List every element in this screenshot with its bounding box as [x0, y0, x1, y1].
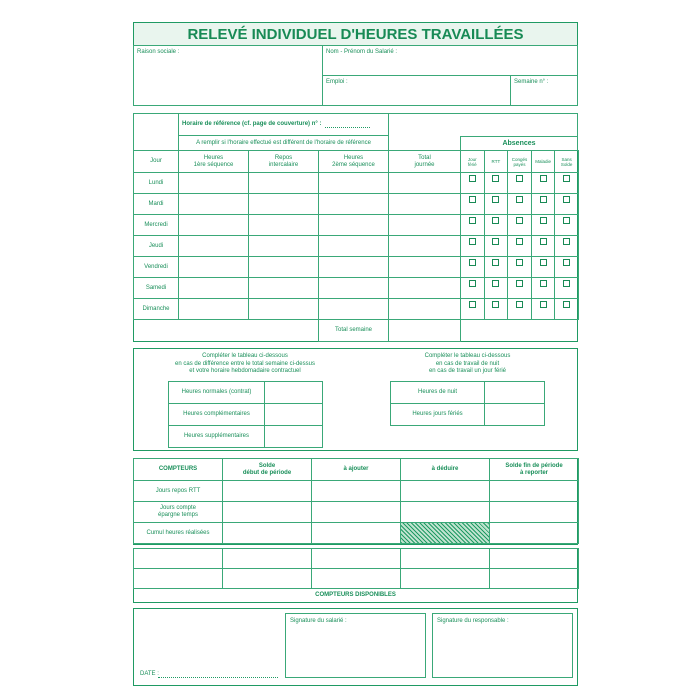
hours-cell[interactable] — [178, 235, 249, 257]
absence-header-2: Congés payés — [507, 150, 532, 173]
checkbox[interactable] — [540, 217, 547, 224]
absence-header-0: Jour férié — [460, 150, 485, 173]
checkbox[interactable] — [563, 196, 570, 203]
compteurs-header-0: COMPTEURS — [133, 458, 223, 481]
hours-cell[interactable] — [248, 277, 319, 299]
hours-cell[interactable] — [248, 298, 319, 320]
total-semaine-cell[interactable] — [388, 319, 461, 342]
signature-salarie-box[interactable] — [285, 613, 426, 678]
disponible-cell[interactable] — [311, 548, 401, 569]
absence-cell[interactable] — [507, 214, 532, 236]
hatched-cell — [400, 522, 490, 544]
absence-cell[interactable] — [507, 277, 532, 299]
compteurs-cell[interactable] — [400, 480, 490, 502]
compteurs-cell[interactable] — [311, 480, 401, 502]
checkbox[interactable] — [563, 238, 570, 245]
absence-cell[interactable] — [554, 193, 579, 215]
compteurs-cell[interactable] — [489, 480, 579, 502]
checkbox[interactable] — [492, 301, 499, 308]
hours-cell[interactable] — [388, 172, 461, 194]
checkbox[interactable] — [492, 238, 499, 245]
hours-cell[interactable] — [178, 256, 249, 278]
absence-cell[interactable] — [554, 277, 579, 299]
hours-cell[interactable] — [388, 235, 461, 257]
checkbox[interactable] — [469, 301, 476, 308]
checkbox[interactable] — [516, 196, 523, 203]
day-label: Dimanche — [133, 298, 179, 320]
disponible-cell[interactable] — [133, 548, 223, 569]
absence-cell[interactable] — [531, 214, 556, 236]
checkbox[interactable] — [563, 301, 570, 308]
hours-cell[interactable] — [318, 298, 389, 320]
hours-cell[interactable] — [318, 172, 389, 194]
absence-header-3: Maladie — [531, 150, 556, 173]
left-row-value[interactable] — [264, 403, 323, 426]
checkbox[interactable] — [469, 280, 476, 287]
hours-cell[interactable] — [178, 193, 249, 215]
compteurs-row-label: Cumul heures réalisées — [133, 522, 223, 544]
date-label: DATE : — [140, 671, 159, 677]
absence-cell[interactable] — [554, 256, 579, 278]
checkbox[interactable] — [516, 175, 523, 182]
hours-cell[interactable] — [318, 256, 389, 278]
signature-salarie-label: Signature du salarié : — [290, 618, 347, 624]
absence-cell[interactable] — [507, 235, 532, 257]
absence-header-1: RTT — [484, 150, 509, 173]
day-label: Samedi — [133, 277, 179, 299]
absence-cell[interactable] — [484, 214, 509, 236]
checkbox[interactable] — [469, 175, 476, 182]
disponible-cell[interactable] — [222, 568, 312, 589]
left-row-label: Heures normales (contrat) — [168, 381, 265, 404]
absence-cell[interactable] — [531, 235, 556, 257]
raison-sociale-field[interactable] — [133, 45, 323, 106]
absence-cell[interactable] — [507, 172, 532, 194]
left-row-label: Heures complémentaires — [168, 403, 265, 426]
hours-cell[interactable] — [248, 235, 319, 257]
horaire-cell[interactable] — [178, 113, 389, 136]
checkbox[interactable] — [492, 196, 499, 203]
hours-cell[interactable] — [388, 277, 461, 299]
checkbox[interactable] — [492, 259, 499, 266]
checkbox[interactable] — [516, 259, 523, 266]
disponible-cell[interactable] — [489, 548, 579, 569]
absence-cell[interactable] — [460, 193, 485, 215]
checkbox[interactable] — [516, 238, 523, 245]
day-label: Mercredi — [133, 214, 179, 236]
absence-cell[interactable] — [484, 235, 509, 257]
raison-sociale-label: Raison sociale : — [137, 49, 180, 55]
right-intro: Compléter le tableau ci-dessous en cas de travail de nuit en cas de travail un jour férié — [424, 353, 511, 374]
hours-cell[interactable] — [248, 256, 319, 278]
absence-cell[interactable] — [484, 277, 509, 299]
signature-responsable-label: Signature du responsable : — [437, 618, 509, 624]
hours-cell[interactable] — [388, 256, 461, 278]
signature-responsable-box[interactable] — [432, 613, 573, 678]
hours-cell[interactable] — [318, 193, 389, 215]
disponible-cell[interactable] — [400, 568, 490, 589]
absence-cell[interactable] — [484, 172, 509, 194]
absence-cell[interactable] — [531, 298, 556, 320]
absence-cell[interactable] — [484, 256, 509, 278]
right-row-label: Heures jours fériés — [390, 403, 485, 426]
checkbox[interactable] — [516, 217, 523, 224]
corner-cell — [133, 113, 179, 151]
hours-cell[interactable] — [318, 277, 389, 299]
compteurs-cell[interactable] — [222, 480, 312, 502]
disponible-cell[interactable] — [311, 568, 401, 589]
compteurs-header-4: Solde fin de période à reporter — [489, 458, 579, 481]
nom-prenom-field[interactable] — [322, 45, 578, 76]
hours-cell[interactable] — [388, 214, 461, 236]
day-label: Lundi — [133, 172, 179, 194]
hours-cell[interactable] — [248, 214, 319, 236]
checkbox[interactable] — [540, 238, 547, 245]
form-title: RELEVÉ INDIVIDUEL D'HEURES TRAVAILLÉES — [133, 22, 578, 46]
checkbox[interactable] — [540, 301, 547, 308]
absence-cell[interactable] — [507, 298, 532, 320]
checkbox[interactable] — [469, 238, 476, 245]
absence-cell[interactable] — [460, 235, 485, 257]
compteurs-cell[interactable] — [400, 501, 490, 523]
compteurs-cell[interactable] — [311, 501, 401, 523]
left-row-value[interactable] — [264, 425, 323, 448]
absences-header: Absences — [460, 136, 578, 151]
checkbox[interactable] — [516, 280, 523, 287]
day-label: Vendredi — [133, 256, 179, 278]
hours-cell[interactable] — [388, 193, 461, 215]
checkbox[interactable] — [563, 280, 570, 287]
absence-cell[interactable] — [460, 172, 485, 194]
day-label: Mardi — [133, 193, 179, 215]
hours-cell[interactable] — [248, 193, 319, 215]
absence-cell[interactable] — [554, 172, 579, 194]
nom-label: Nom - Prénom du Salarié : — [326, 49, 398, 55]
absence-cell[interactable] — [460, 214, 485, 236]
remplir-note: A remplir si l'horaire effectué est différent de l'horaire de référence — [178, 135, 389, 151]
compteurs-row-label: Jours compte épargne temps — [133, 501, 223, 523]
left-row-value[interactable] — [264, 381, 323, 404]
disponible-cell[interactable] — [133, 568, 223, 589]
checkbox[interactable] — [469, 259, 476, 266]
compteurs-header-3: à déduire — [400, 458, 490, 481]
absence-cell[interactable] — [531, 193, 556, 215]
left-intro: Compléter le tableau ci-dessous en cas de différence entre le total semaine ci-dessus et votre horaire hebdomadaire contractuel — [175, 353, 315, 374]
compteurs-header-1: Solde début de période — [222, 458, 312, 481]
right-row-label: Heures de nuit — [390, 381, 485, 404]
absence-header-4: Sans Solde — [554, 150, 579, 173]
semaine-field[interactable] — [510, 75, 578, 106]
left-row-label: Heures supplémentaires — [168, 425, 265, 448]
hours-cell[interactable] — [388, 298, 461, 320]
compteurs-cell[interactable] — [222, 522, 312, 544]
hours-cell[interactable] — [318, 235, 389, 257]
absence-cell[interactable] — [554, 214, 579, 236]
checkbox[interactable] — [563, 217, 570, 224]
disponible-cell[interactable] — [222, 548, 312, 569]
absence-cell[interactable] — [554, 235, 579, 257]
right-row-value[interactable] — [484, 381, 545, 404]
checkbox[interactable] — [516, 301, 523, 308]
checkbox[interactable] — [540, 175, 547, 182]
emploi-label: Emploi : — [326, 79, 348, 85]
right-row-value[interactable] — [484, 403, 545, 426]
col-header-jour: Jour — [133, 150, 179, 173]
horaire-label: Horaire de référence (cf. page de couverture) n° : — [182, 121, 322, 127]
hours-cell[interactable] — [178, 298, 249, 320]
compteurs-row-label: Jours repos RTT — [133, 480, 223, 502]
checkbox[interactable] — [540, 196, 547, 203]
disponible-cell[interactable] — [400, 548, 490, 569]
checkbox[interactable] — [540, 280, 547, 287]
compteurs-cell[interactable] — [489, 501, 579, 523]
disponible-cell[interactable] — [489, 568, 579, 589]
hours-cell[interactable] — [178, 172, 249, 194]
checkbox[interactable] — [563, 259, 570, 266]
date-field[interactable] — [158, 677, 278, 678]
absence-cell[interactable] — [460, 256, 485, 278]
compteurs-cell[interactable] — [489, 522, 579, 544]
hours-cell[interactable] — [178, 214, 249, 236]
absence-cell[interactable] — [507, 256, 532, 278]
checkbox[interactable] — [469, 196, 476, 203]
absence-cell[interactable] — [484, 298, 509, 320]
checkbox[interactable] — [469, 217, 476, 224]
checkbox[interactable] — [540, 259, 547, 266]
semaine-label: Semaine n° : — [514, 79, 549, 85]
checkbox[interactable] — [492, 175, 499, 182]
compteurs-cell[interactable] — [311, 522, 401, 544]
absence-cell[interactable] — [460, 298, 485, 320]
total-semaine-label: Total semaine — [318, 319, 389, 342]
compteurs-cell[interactable] — [222, 501, 312, 523]
compteurs-disponibles-label: COMPTEURS DISPONIBLES — [315, 592, 396, 598]
checkbox[interactable] — [492, 217, 499, 224]
col-header-4: Total journée — [388, 150, 461, 173]
absence-cell[interactable] — [554, 298, 579, 320]
absence-cell[interactable] — [531, 256, 556, 278]
hours-cell[interactable] — [178, 277, 249, 299]
checkbox[interactable] — [492, 280, 499, 287]
checkbox[interactable] — [563, 175, 570, 182]
absence-cell[interactable] — [460, 277, 485, 299]
col-header-2: Repos intercalaire — [248, 150, 319, 173]
col-header-3: Heures 2ème séquence — [318, 150, 389, 173]
day-label: Jeudi — [133, 235, 179, 257]
compteurs-header-2: à ajouter — [311, 458, 401, 481]
hours-cell[interactable] — [248, 172, 319, 194]
hours-cell[interactable] — [318, 214, 389, 236]
absence-cell[interactable] — [531, 277, 556, 299]
col-header-1: Heures 1ère séquence — [178, 150, 249, 173]
absence-cell[interactable] — [507, 193, 532, 215]
emploi-field[interactable] — [322, 75, 511, 106]
absence-cell[interactable] — [484, 193, 509, 215]
absence-cell[interactable] — [531, 172, 556, 194]
